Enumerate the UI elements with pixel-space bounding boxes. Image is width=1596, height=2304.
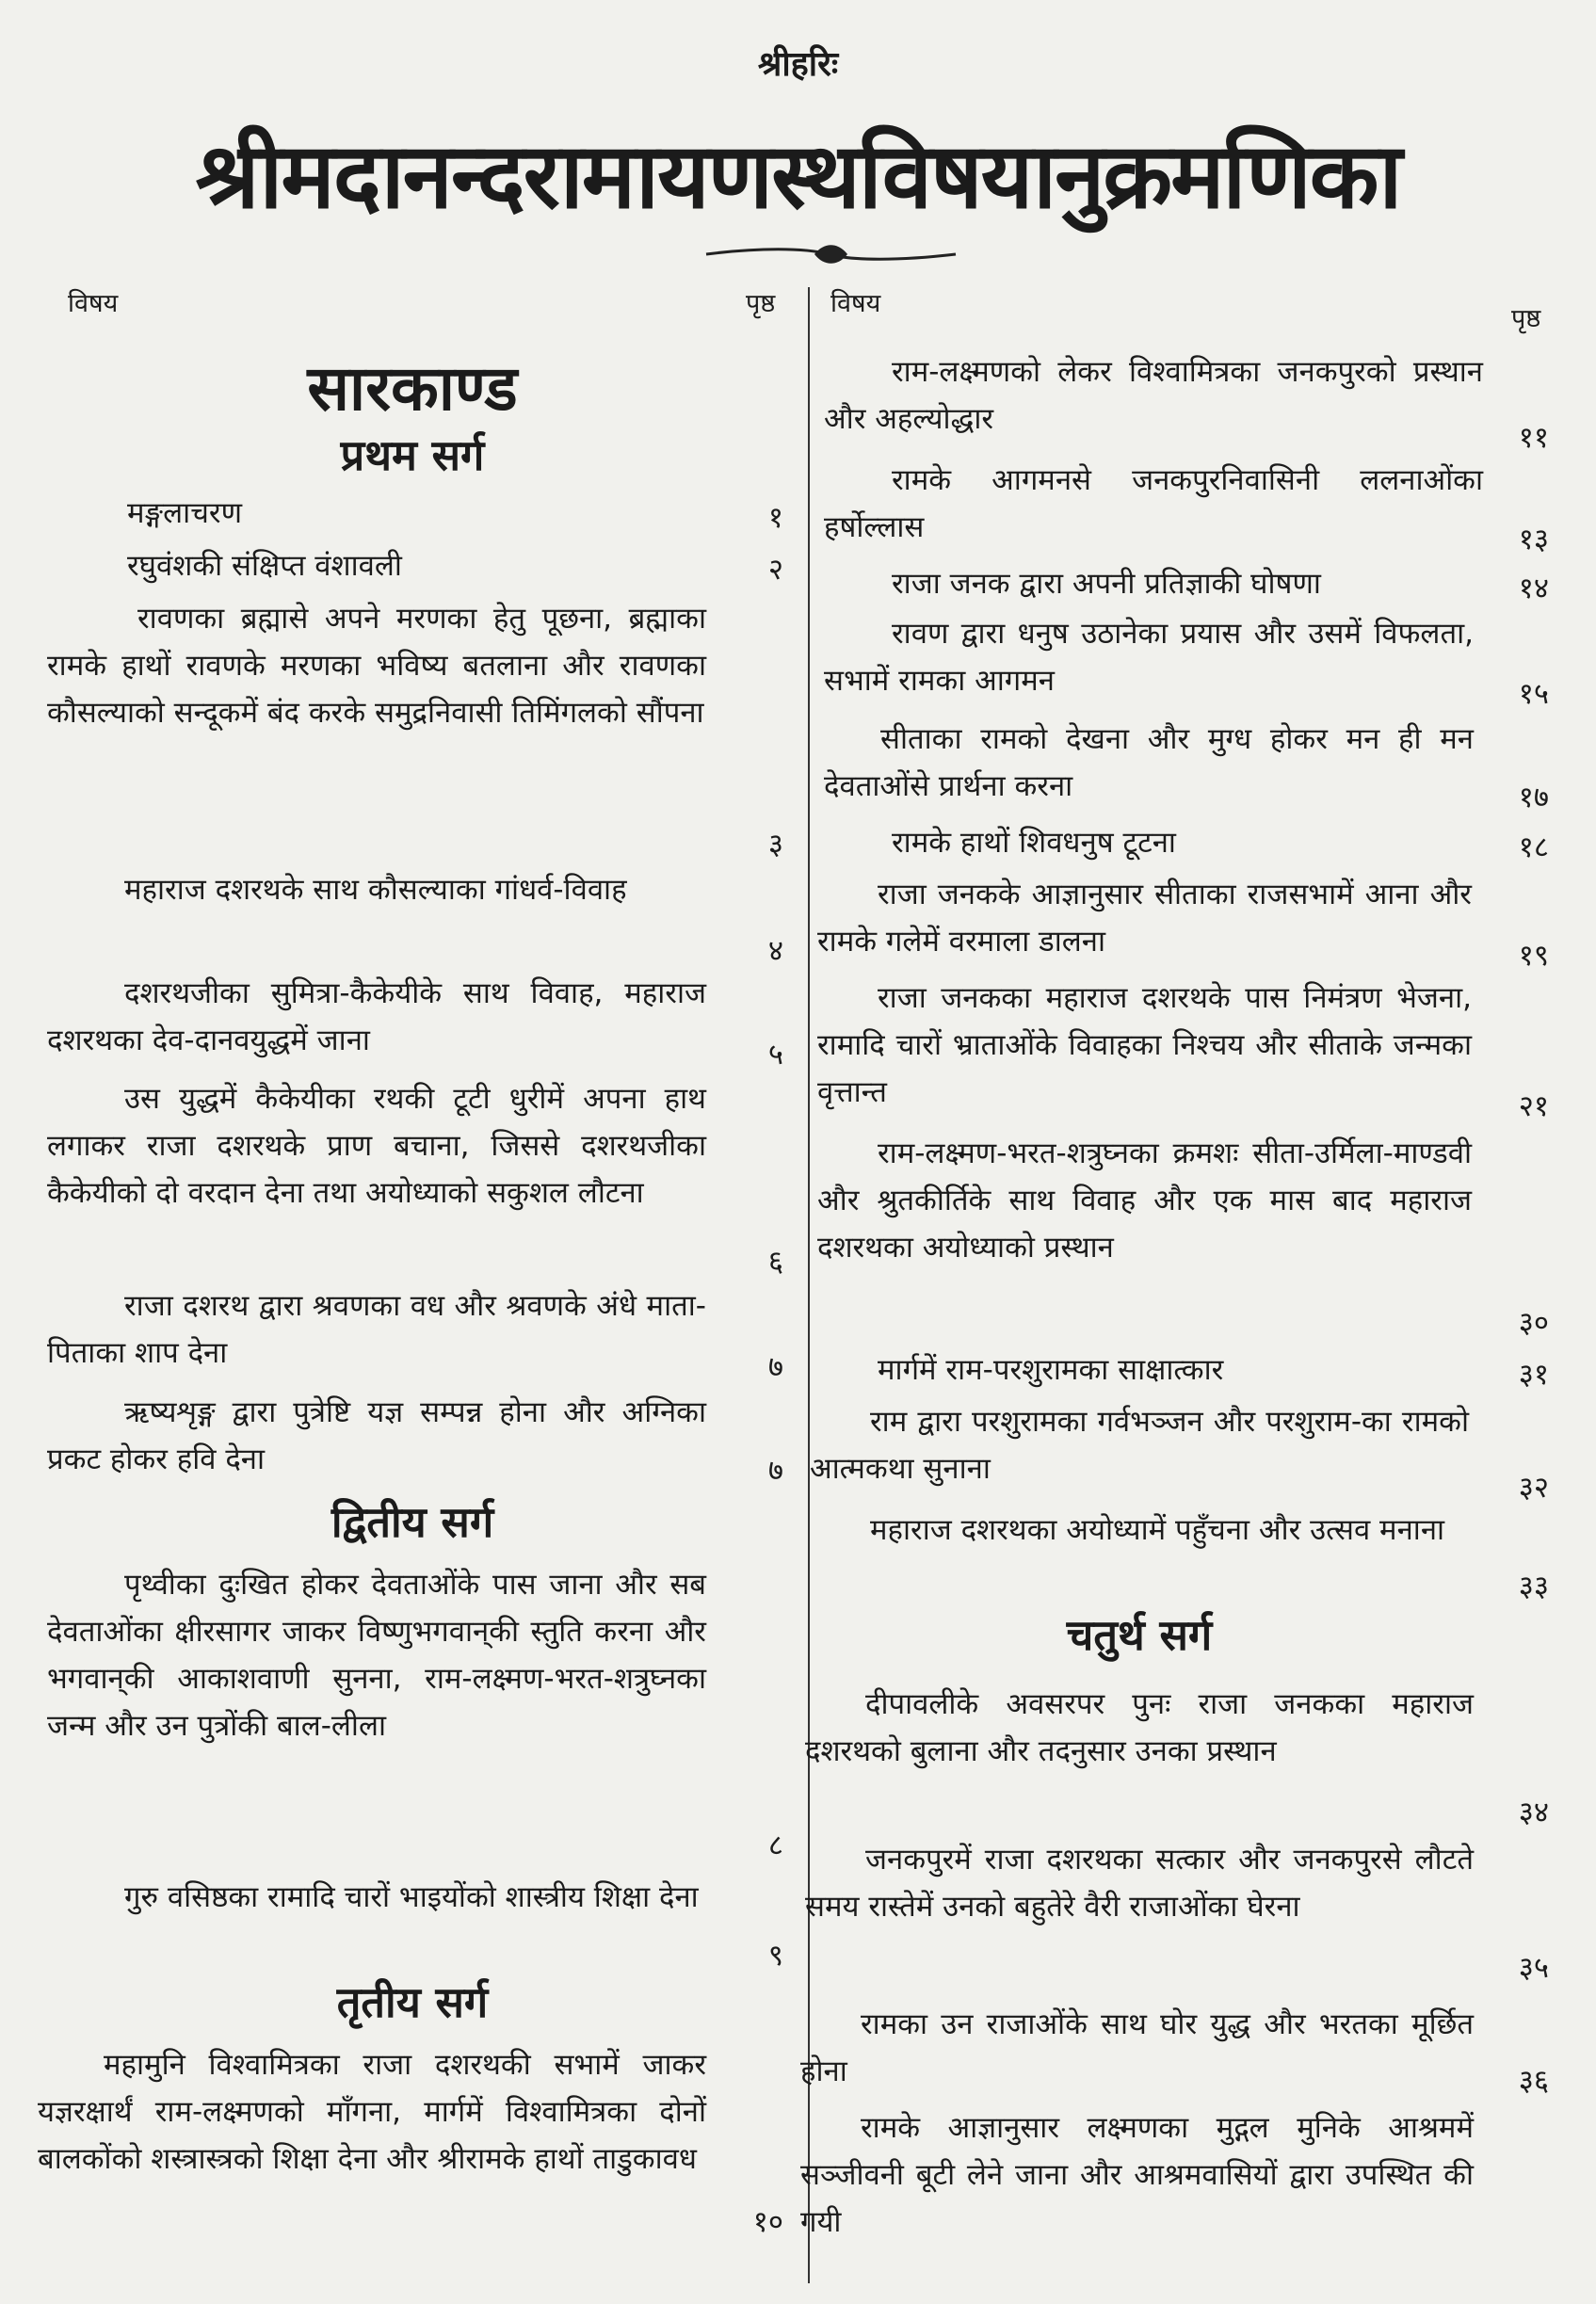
column-divider xyxy=(808,287,810,2283)
subject-label-right: विषय xyxy=(830,289,881,318)
subject-label-left: विषय xyxy=(68,289,119,318)
toc-page-number: २१ xyxy=(1518,1089,1549,1123)
toc-page-number: ३६ xyxy=(1518,2064,1549,2098)
toc-entry: ऋष्यशृङ्ग द्वारा पुत्रेष्टि यज्ञ सम्पन्न होना और अग्निका प्रकट होकर हवि देना xyxy=(47,1395,706,1476)
toc-page-number: ७ xyxy=(767,1350,783,1384)
invocation: श्रीहरिः xyxy=(757,45,839,84)
toc-entry: महामुनि विश्वामित्रका राजा दशरथकी सभामें जाकर यज्ञरक्षार्थं राम-लक्ष्मणको माँगना, मार्गमें विश्वामित्रका दोनों बालकोंको शस्त्रास्त्रको शिक्षा देना और श्रीरामके हाथों ताडुकावध xyxy=(38,2048,706,2176)
toc-entry: राम-लक्ष्मण-भरत-शत्रुघ्नका क्रमशः सीता-उर्मिला-माण्डवी और श्रुतकीर्तिके साथ विवाह और एक मास बाद महाराज दशरथका अयोध्याको प्रस्थान xyxy=(817,1136,1472,1265)
page-label-left: पृष्ठ xyxy=(746,289,776,318)
toc-entry: महाराज दशरथका अयोध्यामें पहुँचना और उत्सव मनाना xyxy=(870,1513,1445,1547)
toc-page-number: ८ xyxy=(767,1829,783,1862)
toc-entry: रावण द्वारा धनुष उठानेका प्रयास और उसमें विफलता, सभामें रामका आगमन xyxy=(824,617,1474,698)
toc-entry: रामके आगमनसे जनकपुरनिवासिनी ललनाओंका हर्षोल्लास xyxy=(824,463,1483,544)
toc-entry: गुरु वसिष्ठका रामादि चारों भाइयोंको शास्त्रीय शिक्षा देना xyxy=(124,1880,699,1914)
toc-page-number: ६ xyxy=(767,1245,783,1279)
sarga-heading-1: प्रथम सर्ग xyxy=(340,430,485,480)
page-title: श्रीमदानन्दरामायणस्थविषयानुक्रमणिका xyxy=(195,123,1401,229)
page-label-right: पृष्ठ xyxy=(1511,304,1541,333)
toc-entry: रघुवंशकी संक्षिप्त वंशावली xyxy=(127,549,402,583)
sarga-heading-3: तृतीय सर्ग xyxy=(336,1977,489,2027)
toc-page-number: १० xyxy=(752,2205,783,2239)
toc-entry: दीपावलीके अवसरपर पुनः राजा जनकका महाराज दशरथको बुलाना और तदनुसार उनका प्रस्थान xyxy=(805,1687,1474,1768)
toc-page-number: ३५ xyxy=(1518,1951,1549,1985)
toc-page-number: १ xyxy=(767,501,783,535)
toc-page-number: ३ xyxy=(767,828,783,862)
toc-page-number: १८ xyxy=(1518,830,1549,864)
toc-page-number: ४ xyxy=(767,934,783,968)
toc-page-number: ३३ xyxy=(1518,1570,1549,1603)
toc-entry: राम-लक्ष्मणको लेकर विश्वामित्रका जनकपुरको प्रस्थान और अहल्योद्धार xyxy=(824,355,1483,436)
toc-entry: रावणका ब्रह्मासे अपने मरणका हेतु पूछना, ब्रह्माका रामके हाथों रावणके मरणका भविष्य बतलाना और रावणका कौसल्याको सन्दूकमें बंद करके समुद्रनिवासी तिमिंगलको सौंपना xyxy=(47,602,706,730)
toc-page-number: १५ xyxy=(1518,677,1549,711)
toc-page-number: ११ xyxy=(1518,421,1549,455)
toc-page-number: ५ xyxy=(767,1038,783,1071)
toc-page-number: २ xyxy=(767,553,783,587)
toc-entry: मङ्गलाचरण xyxy=(127,496,242,530)
toc-entry: रामके हाथों शिवधनुष टूटना xyxy=(892,826,1176,860)
toc-page-number: ७ xyxy=(767,1454,783,1488)
toc-page-number: ३४ xyxy=(1518,1796,1549,1829)
toc-entry: दशरथजीका सुमित्रा-कैकेयीके साथ विवाह, महाराज दशरथका देव-दानवयुद्धमें जाना xyxy=(47,976,706,1057)
sarga-heading-2: द्वितीय सर्ग xyxy=(330,1497,494,1547)
kanda-title: सारकाण्ड xyxy=(307,352,518,425)
toc-page-number: ३१ xyxy=(1518,1358,1549,1392)
ornament-divider xyxy=(701,240,960,268)
toc-entry: रामका उन राजाओंके साथ घोर युद्ध और भरतका मूर्छित होना xyxy=(800,2007,1474,2088)
toc-entry: राजा जनक द्वारा अपनी प्रतिज्ञाकी घोषणा xyxy=(892,567,1321,601)
toc-entry: उस युद्धमें कैकेयीका रथकी टूटी धुरीमें अपना हाथ लगाकर राजा दशरथके प्राण बचाना, जिससे दशरथजीका कैकेयीको दो वरदान देना तथा अयोध्याको सकुशल लौटना xyxy=(47,1082,706,1210)
toc-page-number: ३२ xyxy=(1518,1471,1549,1505)
toc-entry: राजा जनकके आज्ञानुसार सीताका राजसभामें आना और रामके गलेमें वरमाला डालना xyxy=(817,878,1472,959)
toc-entry: पृथ्वीका दुःखित होकर देवताओंके पास जाना और सब देवताओंका क्षीरसागर जाकर विष्णुभगवान्‌की स्तुति करना और भगवान्‌की आकाशवाणी सुनना, राम-लक्ष्मण-भरत-शत्रुघ्नका जन्म और उन पुत्रोंकी बाल-लीला xyxy=(47,1568,706,1743)
toc-entry: रामके आज्ञानुसार लक्ष्मणका मुद्गल मुनिके आश्रममें सञ्जीवनी बूटी लेने जाना और आश्रमवासियों द्वारा उपस्थित की गयी xyxy=(800,2111,1474,2239)
toc-entry: राम द्वारा परशुरामका गर्वभञ्जन और परशुराम-का रामको आत्मकथा सुनाना xyxy=(810,1405,1469,1486)
toc-entry: जनकपुरमें राजा दशरथका सत्कार और जनकपुरसे लौटते समय रास्तेमें उनको बहुतेरे वैरी राजाओंका घेरना xyxy=(805,1843,1474,1924)
toc-entry: राजा जनकका महाराज दशरथके पास निमंत्रण भेजना, रामादि चारों भ्राताओंके विवाहका निश्चय और सीताके जन्मका वृत्तान्त xyxy=(817,981,1472,1109)
toc-entry: मार्गमें राम-परशुरामका साक्षात्कार xyxy=(878,1353,1224,1387)
toc-page-number: ९ xyxy=(767,1939,783,1973)
toc-page-number: १९ xyxy=(1518,939,1549,973)
toc-entry: सीताका रामको देखना और मुग्ध होकर मन ही मन देवताओंसे प्रार्थना करना xyxy=(824,722,1474,803)
toc-entry: महाराज दशरथके साथ कौसल्याका गांधर्व-विवाह xyxy=(124,873,627,907)
toc-page-number: १७ xyxy=(1518,781,1549,814)
toc-entry: राजा दशरथ द्वारा श्रवणका वध और श्रवणके अंधे माता-पिताका शाप देना xyxy=(47,1289,706,1370)
toc-page-number: १३ xyxy=(1518,523,1549,556)
toc-page-number: १४ xyxy=(1518,572,1549,605)
sarga-heading-4: चतुर्थ सर्ग xyxy=(1066,1610,1213,1660)
toc-page-number: ३० xyxy=(1518,1306,1549,1340)
